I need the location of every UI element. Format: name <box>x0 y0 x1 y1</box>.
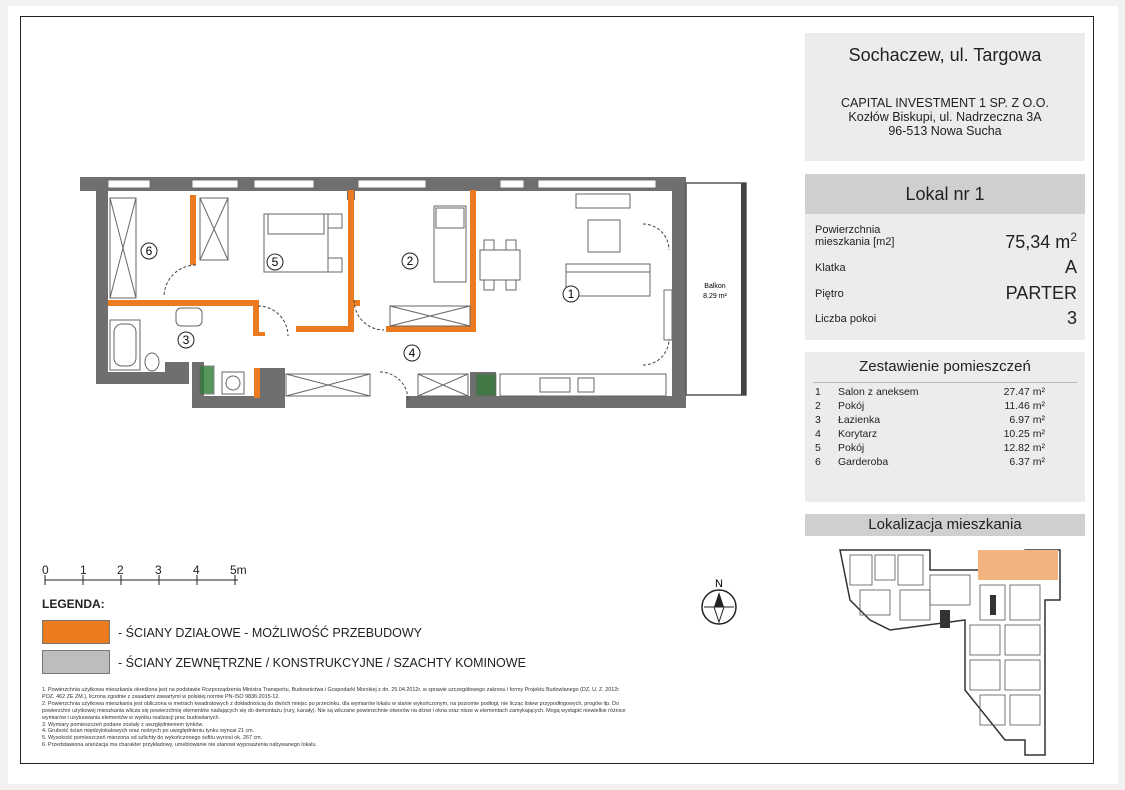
staircase-value: A <box>1064 257 1077 277</box>
svg-text:1: 1 <box>567 287 575 301</box>
svg-text:3: 3 <box>182 333 190 347</box>
svg-text:2: 2 <box>406 254 414 268</box>
balcony-area: 8.29 m² <box>703 293 727 300</box>
rooms-count-value: 3 <box>1066 308 1077 328</box>
location-key-plan <box>830 540 1070 765</box>
unit-location-highlight <box>978 550 1058 580</box>
rooms-summary-box <box>805 352 1085 502</box>
legend-label-structural: - ŚCIANY ZEWNĘTRZNE / KONSTRUKCYJNE / SZACHTY KOMINOWE <box>118 656 526 670</box>
area-value: 75,34 $m^2$ <box>1005 230 1077 252</box>
svg-text:5: 5 <box>271 255 279 269</box>
table-row: 3 Łazienka 6.97 m² <box>815 414 1045 426</box>
legend-title: LEGENDA: <box>42 597 105 611</box>
staircase-row: Klatka A <box>815 257 1077 277</box>
svg-text:6: 6 <box>145 244 153 258</box>
rooms-summary-title: Zestawienie pomieszczeń <box>859 358 1031 375</box>
scale-label-0: 0 <box>42 563 49 577</box>
legend-label-partition: - ŚCIANY DZIAŁOWE - MOŻLIWOŚĆ PRZEBUDOWY <box>118 626 422 640</box>
floor-value: PARTER <box>1005 283 1077 303</box>
room-number-4 <box>404 345 420 361</box>
project-city: Sochaczew, ul. Targowa <box>848 45 1042 65</box>
table-row: 4 Korytarz 10.25 m² <box>815 428 1045 440</box>
company-name: CAPITAL INVESTMENT 1 SP. Z O.O. <box>841 96 1049 110</box>
scale-label-5: 5m <box>230 563 247 577</box>
scale-label-3: 3 <box>155 563 162 577</box>
table-row: 2 Pokój 11.46 m² <box>815 400 1045 412</box>
svg-text:N: N <box>715 578 723 590</box>
legend-swatch-structural <box>42 650 110 674</box>
company-address-line-1: Kozłów Biskupi, ul. Nadrzeczna 3A <box>848 110 1042 124</box>
floor-row: Piętro PARTER <box>815 283 1077 303</box>
svg-text:4: 4 <box>408 346 416 360</box>
unit-info-box <box>805 174 1085 340</box>
unit-title: Lokal nr 1 <box>805 174 1085 214</box>
table-row: 1 Salon z aneksem 27.47 m² <box>815 386 1045 398</box>
area-row: Powierzchnia mieszkania [m2] 75,34 $m^2$ <box>815 224 1077 252</box>
location-title: Lokalizacja mieszkania <box>805 514 1085 536</box>
table-row: 6 Garderoba 6.37 m² <box>815 456 1045 468</box>
scale-ticks <box>40 575 250 589</box>
room-number-5 <box>267 254 283 270</box>
legend-swatch-partition <box>42 620 110 644</box>
room-number-6 <box>141 243 157 259</box>
scale-label-4: 4 <box>193 563 200 577</box>
footnotes: 1. Powierzchnia użytkowa mieszkania określona jest na podstawie Rozporządzenia Ministra Transportu, Budownictwa i Gospodarki Morskiej z dn. 25.04.2012r. w sprawie szczegółowego zakresu i formy Projektu Budowlanego (DZ. U. Z. 2012r. POZ. 462 ZE ZM.), liczona zgodnie z zasadami zawartymi w polskiej normie PN-ISO 9836:2015-12. 2. Powierzchnia użytkowa mieszkania jest obliczona w metrach kwadratowych z dokładnością do dwóch miejsc po przecinku, dla wymiarów lokalu w stanie wykończonym, na poziomie podłogi, nie licząc listew przypodłogowych, progów itp. Do powierzchni użytkowej mieszkania wlicza się powierzchnię elementów nadających się do demontażu (rury, kanały). Nie są wliczane powierzchnie otworów na drzwi i okna oraz nisze w elementach zamykających. Mogą wystąpić niewielkie różnice wymiarów i usytuowania elementów w wyniku realizacji prac budowlanych. 3. Wymiary pomieszczeń podane zostały z uwzględnieniem tynków. 4. Grubość ścian międzylokalowych oraz nośnych po uwzględnieniu tynku wynosi 21 cm. 5. Wysokość pomieszczeń mierzona od szlichty do wykończonego sufitu wynosi ok. 267 cm. 6. Przedstawiona aranżacja ma charakter przykładowy, umeblowanie nie stanowi wyposażenia nabywanego lokalu. <box>42 687 626 749</box>
rooms-count-row: Liczba pokoi 3 <box>815 308 1077 328</box>
balcony-label: Balkon <box>704 283 726 290</box>
company-address-line-2: 96-513 Nowa Sucha <box>888 124 1002 138</box>
scale-label-1: 1 <box>80 563 87 577</box>
partition-walls <box>108 190 476 398</box>
room-number-3 <box>178 332 194 348</box>
room-number-2 <box>402 253 418 269</box>
room-number-1 <box>563 286 579 302</box>
structural-walls <box>80 177 686 408</box>
project-header <box>805 33 1085 161</box>
table-row: 5 Pokój 12.82 m² <box>815 442 1045 454</box>
scale-label-2: 2 <box>117 563 124 577</box>
